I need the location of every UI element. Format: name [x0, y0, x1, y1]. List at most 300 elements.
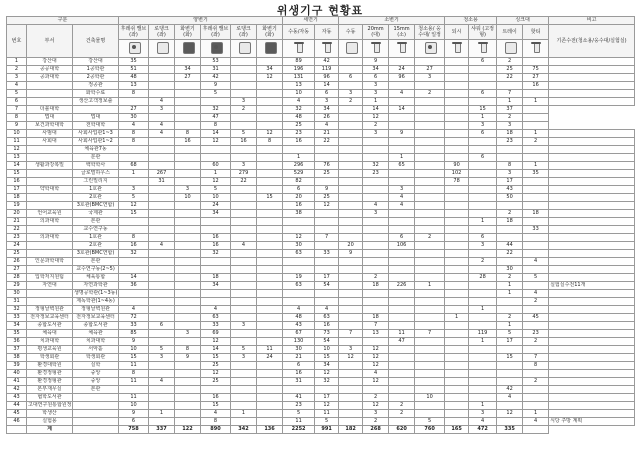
- table-cell: [469, 290, 497, 298]
- table-cell: 8: [119, 138, 149, 146]
- table-cell: [549, 402, 635, 410]
- table-cell: [201, 258, 231, 266]
- table-cell: 16: [201, 242, 231, 250]
- table-cell: 4: [497, 394, 523, 402]
- table-row: [7, 130, 635, 138]
- table-cell: 8: [175, 130, 201, 138]
- table-cell: 중앙: [73, 378, 119, 386]
- table-cell: 2: [497, 210, 523, 218]
- table-cell: [389, 218, 415, 226]
- table-row: [7, 386, 635, 394]
- table-cell: [415, 58, 445, 66]
- table-cell: [415, 146, 445, 154]
- table-cell: [231, 250, 257, 258]
- table-cell: [389, 394, 415, 402]
- table-cell: [389, 226, 415, 234]
- table-cell: [119, 154, 149, 162]
- column-header: 15mm (소): [389, 25, 415, 40]
- table-cell: [315, 290, 339, 298]
- table-cell: 법대: [73, 114, 119, 122]
- table-cell: [283, 266, 315, 274]
- total-cell: 136: [257, 426, 283, 434]
- total-cell: 335: [497, 426, 523, 434]
- table-cell: 33: [315, 250, 339, 258]
- table-cell: [523, 146, 549, 154]
- table-cell: [231, 306, 257, 314]
- table-cell: [257, 114, 283, 122]
- table-cell: 36: [119, 282, 149, 290]
- table-cell: 34: [201, 210, 231, 218]
- table-cell: 12: [257, 130, 283, 138]
- table-cell: 종합도서관: [73, 322, 119, 330]
- table-cell: 2: [523, 298, 549, 306]
- table-cell: [363, 298, 389, 306]
- table-row: [7, 258, 635, 266]
- table-cell: 53: [201, 58, 231, 66]
- table-cell: [201, 226, 231, 234]
- table-cell: 42: [497, 386, 523, 394]
- table-cell: 37: [7, 346, 27, 354]
- table-cell: 15: [119, 210, 149, 218]
- table-cell: 38: [7, 354, 27, 362]
- table-row: [7, 378, 635, 386]
- auto-faucet-icon: [315, 40, 339, 58]
- table-cell: 23: [523, 330, 549, 338]
- table-row: [7, 322, 635, 330]
- table-cell: [231, 122, 257, 130]
- table-cell: [27, 202, 73, 210]
- table-cell: [549, 306, 635, 314]
- table-cell: [231, 386, 257, 394]
- table-cell: [175, 410, 201, 418]
- table-cell: [415, 154, 445, 162]
- table-cell: 3: [231, 162, 257, 170]
- table-cell: 2: [497, 274, 523, 282]
- table-cell: [389, 170, 415, 178]
- table-cell: [445, 74, 469, 82]
- table-cell: 16: [315, 322, 339, 330]
- table-cell: [549, 154, 635, 162]
- table-cell: 18: [523, 210, 549, 218]
- table-cell: 54: [315, 282, 339, 290]
- table-cell: [415, 186, 445, 194]
- table-cell: 환경정형관: [27, 378, 73, 386]
- table-cell: 언어교육원: [27, 210, 73, 218]
- table-cell: [549, 250, 635, 258]
- table-cell: [445, 138, 469, 146]
- table-cell: [339, 266, 363, 274]
- sink-faucet-icon: [523, 40, 549, 58]
- table-cell: 1: [523, 162, 549, 170]
- table-cell: [175, 274, 201, 282]
- table-cell: [415, 218, 445, 226]
- table-cell: 종합도서관: [27, 322, 73, 330]
- cleaning-faucet-icon: [363, 40, 389, 58]
- table-cell: [497, 226, 523, 234]
- table-cell: 정공관: [73, 82, 119, 90]
- table-cell: 4: [149, 130, 175, 138]
- table-cell: 26: [7, 258, 27, 266]
- table-cell: [523, 266, 549, 274]
- table-cell: 8: [201, 418, 231, 426]
- table-cell: [315, 210, 339, 218]
- table-cell: [149, 146, 175, 154]
- table-cell: 11: [7, 138, 27, 146]
- table-cell: [549, 226, 635, 234]
- table-row: [7, 66, 635, 74]
- table-cell: 4: [389, 90, 415, 98]
- table-cell: [389, 138, 415, 146]
- table-cell: 11: [389, 330, 415, 338]
- table-cell: [149, 74, 175, 82]
- table-cell: 1: [497, 290, 523, 298]
- table-cell: [175, 386, 201, 394]
- table-cell: 3: [363, 130, 389, 138]
- table-cell: [119, 290, 149, 298]
- table-cell: [415, 130, 445, 138]
- table-cell: 24: [257, 354, 283, 362]
- table-cell: 생활과강복밀: [27, 162, 73, 170]
- table-cell: 13: [7, 154, 27, 162]
- table-cell: 31: [283, 378, 315, 386]
- table-cell: 3: [149, 106, 175, 114]
- table-cell: [497, 82, 523, 90]
- table-cell: [315, 386, 339, 394]
- column-header: 되시: [445, 25, 469, 40]
- table-cell: 2: [363, 122, 389, 130]
- table-cell: [497, 402, 523, 410]
- total-cell: 472: [469, 426, 497, 434]
- table-cell: [315, 218, 339, 226]
- table-cell: [549, 186, 635, 194]
- table-row: [7, 106, 635, 114]
- table-cell: 공과대학: [27, 74, 73, 82]
- table-cell: [389, 58, 415, 66]
- table-row: [7, 290, 635, 298]
- table-cell: [257, 274, 283, 282]
- table-cell: 환경대학원: [27, 362, 73, 370]
- table-cell: 12: [201, 338, 231, 346]
- table-cell: [231, 154, 257, 162]
- table-cell: 1: [497, 322, 523, 330]
- table-cell: 6: [469, 90, 497, 98]
- table-row: [7, 242, 635, 250]
- table-cell: [549, 330, 635, 338]
- column-header: 핫티: [523, 25, 549, 40]
- table-cell: [231, 314, 257, 322]
- table-cell: [339, 186, 363, 194]
- table-cell: [415, 106, 445, 114]
- table-cell: 학생산: [27, 410, 73, 418]
- table-cell: 12: [201, 138, 231, 146]
- table-cell: 24: [389, 66, 415, 74]
- table-cell: 3: [231, 98, 257, 106]
- column-header: 번호: [7, 25, 27, 58]
- table-cell: [27, 90, 73, 98]
- table-cell: 75: [523, 66, 549, 74]
- table-cell: 1: [469, 306, 497, 314]
- table-cell: 102: [445, 170, 469, 178]
- tank-toilet-icon: [231, 40, 257, 58]
- table-cell: [149, 210, 175, 218]
- column-header: 20mm (대): [363, 25, 389, 40]
- table-cell: [415, 162, 445, 170]
- table-cell: 2: [523, 378, 549, 386]
- table-cell: [415, 242, 445, 250]
- table-cell: 63: [283, 250, 315, 258]
- table-cell: 16: [119, 242, 149, 250]
- table-cell: 12: [363, 402, 389, 410]
- table-row: [7, 394, 635, 402]
- table-cell: [283, 218, 315, 226]
- table-cell: 40: [7, 370, 27, 378]
- table-cell: [415, 402, 445, 410]
- table-cell: [549, 322, 635, 330]
- table-cell: 12: [315, 402, 339, 410]
- table-cell: 3: [175, 330, 201, 338]
- table-cell: 화학수료: [73, 90, 119, 98]
- table-cell: 2: [469, 258, 497, 266]
- column-header: 기존수전(청소용/옹수대/실험실): [549, 25, 635, 58]
- table-cell: [445, 210, 469, 218]
- table-cell: 17: [7, 186, 27, 194]
- table-cell: 25: [315, 170, 339, 178]
- table-row: [7, 418, 635, 426]
- table-cell: 41: [7, 378, 27, 386]
- table-cell: 3호관(BMC연합): [73, 202, 119, 210]
- table-cell: [231, 402, 257, 410]
- table-cell: 130: [283, 338, 315, 346]
- table-cell: [231, 298, 257, 306]
- table-cell: [445, 394, 469, 402]
- table-cell: 16: [231, 138, 257, 146]
- table-row: [7, 210, 635, 218]
- table-cell: 치과대학: [27, 338, 73, 346]
- table-row: [7, 90, 635, 98]
- table-cell: [257, 362, 283, 370]
- table-cell: [469, 98, 497, 106]
- table-cell: [257, 306, 283, 314]
- table-cell: 32: [283, 106, 315, 114]
- table-cell: 체육대: [27, 330, 73, 338]
- table-cell: [469, 178, 497, 186]
- table-cell: 3: [149, 354, 175, 362]
- table-cell: 생산고객정보솔: [73, 98, 119, 106]
- total-cell: 620: [389, 426, 415, 434]
- table-cell: 자연대: [27, 282, 73, 290]
- table-cell: [549, 234, 635, 242]
- table-cell: 2: [389, 402, 415, 410]
- table-cell: [389, 210, 415, 218]
- table-cell: 30: [283, 242, 315, 250]
- table-cell: [363, 258, 389, 266]
- table-cell: [231, 418, 257, 426]
- table-cell: 16: [283, 370, 315, 378]
- total-cell: [7, 426, 27, 434]
- table-cell: 실학: [73, 362, 119, 370]
- table-cell: 22: [497, 74, 523, 82]
- table-cell: 9: [389, 130, 415, 138]
- table-cell: 16: [523, 82, 549, 90]
- table-cell: 16: [283, 202, 315, 210]
- table-cell: [523, 154, 549, 162]
- table-cell: 7: [315, 234, 339, 242]
- table-row: [7, 266, 635, 274]
- table-cell: 25: [497, 66, 523, 74]
- table-cell: 1: [469, 218, 497, 226]
- table-cell: [497, 258, 523, 266]
- table-cell: 18: [201, 274, 231, 282]
- table-cell: 14: [201, 130, 231, 138]
- table-cell: [363, 306, 389, 314]
- table-cell: 4: [389, 202, 415, 210]
- table-cell: 15: [257, 194, 283, 202]
- table-cell: 68: [119, 162, 149, 170]
- table-cell: 4: [523, 290, 549, 298]
- table-cell: 47: [389, 338, 415, 346]
- table-cell: 3: [339, 346, 363, 354]
- table-row: [7, 410, 635, 418]
- table-cell: [315, 226, 339, 234]
- table-cell: 18: [363, 282, 389, 290]
- table-cell: 자연과학관: [73, 282, 119, 290]
- table-cell: 2: [523, 338, 549, 346]
- table-cell: [363, 242, 389, 250]
- table-cell: [27, 82, 73, 90]
- table-cell: [549, 370, 635, 378]
- table-cell: 1: [523, 410, 549, 418]
- table-cell: 48: [283, 114, 315, 122]
- total-cell: 182: [339, 426, 363, 434]
- table-cell: 1: [283, 154, 315, 162]
- table-cell: [445, 402, 469, 410]
- table-cell: 12: [363, 378, 389, 386]
- table-cell: [257, 58, 283, 66]
- column-header: 청소용/ 옹수대/ 일정: [415, 25, 445, 40]
- table-cell: [549, 258, 635, 266]
- table-cell: [469, 266, 497, 274]
- table-cell: 46: [7, 418, 27, 426]
- table-cell: 1: [231, 410, 257, 418]
- table-cell: [201, 298, 231, 306]
- table-cell: [415, 266, 445, 274]
- table-cell: [549, 162, 635, 170]
- group-header: 비고: [549, 17, 635, 25]
- table-cell: [175, 338, 201, 346]
- table-cell: [415, 210, 445, 218]
- table-cell: [469, 186, 497, 194]
- table-cell: [27, 154, 73, 162]
- table-cell: [523, 242, 549, 250]
- table-cell: [231, 82, 257, 90]
- table-cell: [445, 410, 469, 418]
- table-cell: [523, 106, 549, 114]
- table-cell: [339, 410, 363, 418]
- table-cell: 체육관7동: [73, 146, 119, 154]
- table-cell: [119, 178, 149, 186]
- table-cell: 3호관(BMC연합): [73, 250, 119, 258]
- table-cell: [175, 218, 201, 226]
- table-cell: 그린빌리지: [73, 178, 119, 186]
- table-cell: [283, 386, 315, 394]
- table-cell: 8: [119, 130, 149, 138]
- table-cell: 강산대: [73, 58, 119, 66]
- table-cell: [415, 362, 445, 370]
- table-cell: 35: [523, 170, 549, 178]
- table-cell: [389, 378, 415, 386]
- table-cell: [149, 138, 175, 146]
- total-cell: 342: [231, 426, 257, 434]
- table-cell: [363, 234, 389, 242]
- table-cell: 3: [363, 410, 389, 418]
- table-cell: [415, 82, 445, 90]
- table-cell: [415, 226, 445, 234]
- table-cell: 7: [497, 90, 523, 98]
- total-cell: 991: [315, 426, 339, 434]
- table-cell: 89: [283, 58, 315, 66]
- table-cell: [549, 242, 635, 250]
- table-cell: [231, 394, 257, 402]
- table-cell: [231, 194, 257, 202]
- table-cell: [257, 234, 283, 242]
- table-cell: [389, 266, 415, 274]
- table-cell: 76: [315, 162, 339, 170]
- table-row: [7, 146, 635, 154]
- table-row: [7, 370, 635, 378]
- column-header: 트레이: [497, 25, 523, 40]
- table-cell: 43: [7, 394, 27, 402]
- table-cell: [445, 186, 469, 194]
- table-cell: [231, 58, 257, 66]
- table-cell: 78: [445, 178, 469, 186]
- table-cell: 30: [497, 266, 523, 274]
- table-cell: [549, 362, 635, 370]
- table-cell: 8: [175, 346, 201, 354]
- table-cell: [549, 82, 635, 90]
- table-cell: 15: [201, 354, 231, 362]
- table-cell: [389, 306, 415, 314]
- table-cell: [549, 90, 635, 98]
- table-cell: [523, 250, 549, 258]
- table-cell: [363, 146, 389, 154]
- table-cell: [149, 162, 175, 170]
- table-cell: [339, 218, 363, 226]
- table-cell: 31: [7, 298, 27, 306]
- table-cell: [549, 314, 635, 322]
- table-cell: [339, 162, 363, 170]
- group-header: 청소용: [445, 17, 497, 25]
- table-cell: [445, 234, 469, 242]
- table-cell: [257, 226, 283, 234]
- table-cell: 17: [315, 394, 339, 402]
- table-cell: 1: [415, 282, 445, 290]
- table-cell: 2: [7, 66, 27, 74]
- table-cell: 5: [523, 274, 549, 282]
- table-cell: [257, 258, 283, 266]
- table-row: [7, 314, 635, 322]
- table-cell: [523, 234, 549, 242]
- table-cell: [469, 394, 497, 402]
- total-row: [7, 426, 635, 434]
- table-cell: [523, 122, 549, 130]
- total-cell: [73, 426, 119, 434]
- table-cell: [73, 410, 119, 418]
- table-cell: [201, 266, 231, 274]
- table-cell: 12: [315, 202, 339, 210]
- table-cell: 본관: [73, 258, 119, 266]
- table-cell: 정형날벽원관: [73, 306, 119, 314]
- table-cell: [363, 266, 389, 274]
